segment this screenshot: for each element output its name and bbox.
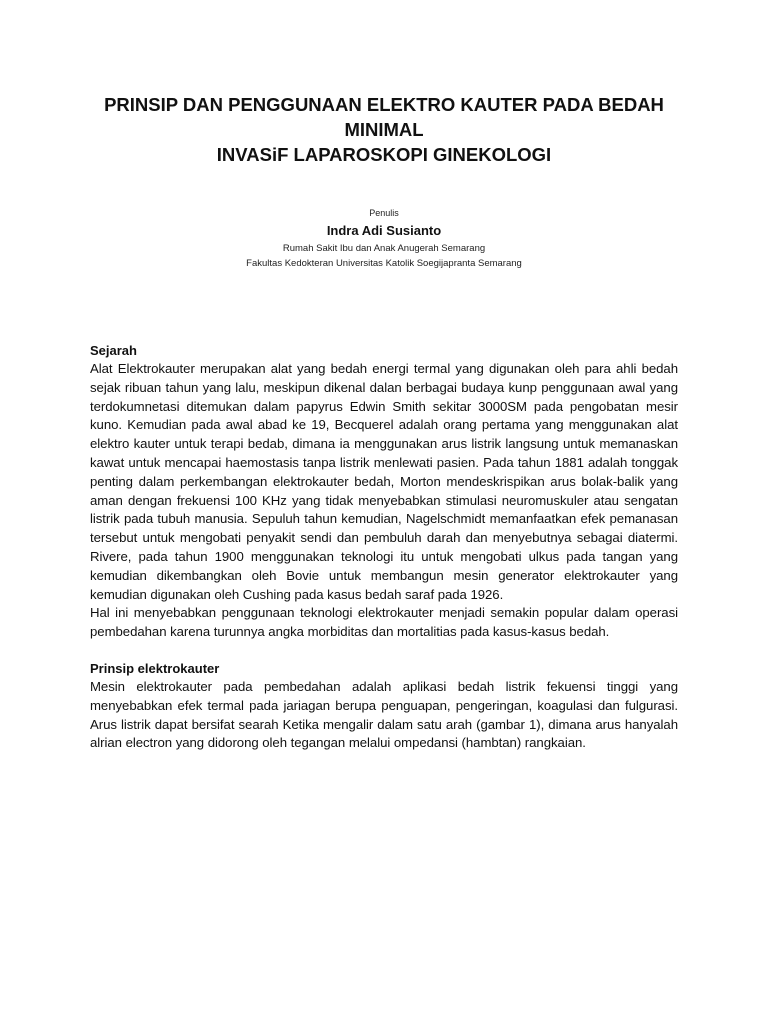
affiliation-hospital: Rumah Sakit Ibu dan Anak Anugerah Semarang — [282, 243, 486, 254]
section-heading-principle: Prinsip elektrokauter — [90, 660, 220, 676]
author-block — [90, 207, 678, 271]
section-heading-history: Sejarah — [90, 343, 137, 358]
principle-paragraph-1: Mesin elektrokauter pada pembedahan adalah aplikasi bedah listrik fekuensi tinggi yang menyebabkan efek termal pada jariagan berupa penguapan, pengeringan, koagulasi dan fulgurasi. Arus listrik dapat bersifat searah Ketika mengalir dalam satu arah (gambar 1), dimana arus hanyalah alrian electron yang didorong oleh tegangan melalui ompedansi (hambtan) rangkaian. — [90, 678, 678, 751]
title-line-1: PRINSIP DAN PENGGUNAAN ELEKTRO KAUTER PADA BEDAH MINIMAL — [104, 94, 664, 140]
history-paragraph-1: Alat Elektrokauter merupakan alat yang bedah energi termal yang digunakan oleh para ahli bedah sejak ribuan tahun yang lalu, meskipun dikenal dalan berbagai budaya kunp penggunaan awal yang terdokumnetasi ditemukan dalam papyrus Edwin Smith sekitar 3000SM pada pengobatan mesir kuno. Kemudian pada awal abad ke 19, Becquerel adalah orang pertama yang menggunakan alat elektro kauter untuk terapi bedab, dimana ia menggunakan arus listrik langsung untuk memanaskan kawat untuk mencapai haemostasis tanpa listrik menlewati pasien. Pada tahun 1881 adalah tonggak penting dalam perkembangan elektrokauter bedah, Morton mendeskrispikan arus bolak-balik yang aman dengan frekuensi 100 KHz yang tidak menyebabkan stimulasi neuromuskuler atau sengatan listrik pada tubuh manusia. Sepuluh tahun kemudian, Nagelschmidt memanfaatkan efek pemanasan tersebut untuk mengobati penyakit sendi dan pembuluh darah dan menyebutnya sebagai diatermi. Rivere, pada tahun 1900 menggunakan teknologi itu untuk mengobati ulkus pada tangan yang kemudian dikembangkan oleh Bovie untuk membangun mesin generator elektrokauter yang kemudian digunakan oleh Cushing pada kasus bedah saraf pada 1926. — [90, 361, 678, 602]
history-paragraph-2: Hal ini menyebabkan penggunaan teknologi elektrokauter menjadi semakin popular dalam operasi pembedahan karena turunnya angka morbiditas dan mortalitias pada kasus-kasus bedah. — [90, 605, 678, 640]
title-line-2: INVASiF LAPAROSKOPI GINEKOLOGI — [216, 144, 552, 165]
section-principle — [90, 660, 678, 753]
author-label: Penulis — [369, 208, 399, 218]
author-name: Indra Adi Susianto — [326, 223, 442, 238]
document-title — [90, 92, 678, 167]
affiliation-university: Fakultas Kedokteran Universitas Katolik Soegijapranta Semarang — [246, 258, 522, 269]
section-history — [90, 342, 678, 642]
